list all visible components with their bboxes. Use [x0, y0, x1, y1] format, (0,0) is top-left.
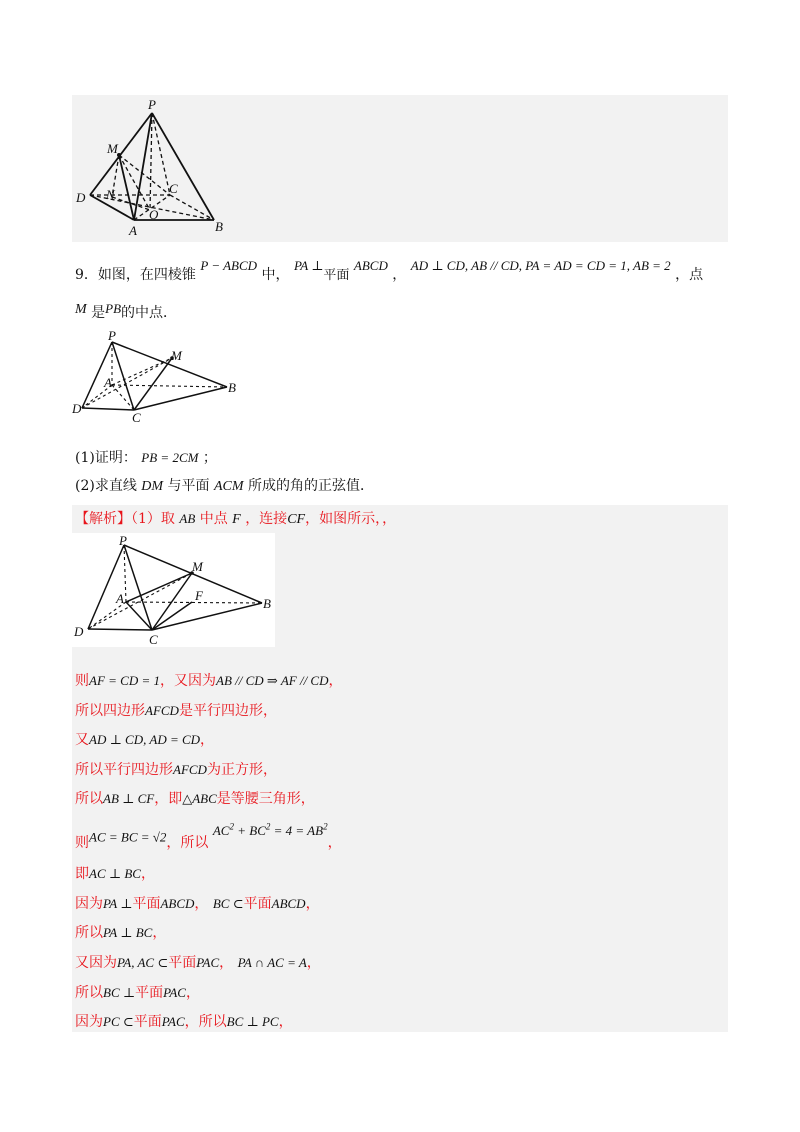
solution-line-8 [75, 893, 320, 915]
sol-l8-a: 因为 [75, 896, 103, 912]
sol-l2-a: 所以四边形 [75, 703, 145, 719]
sol-l5-tri: △ABC [182, 791, 217, 806]
problem-comma: ， [392, 267, 407, 283]
solution-line-10 [75, 952, 321, 974]
sol-l8-abcd: ABCD [160, 896, 195, 911]
solution-line-3 [75, 729, 214, 751]
fig2-label-A: A [104, 375, 112, 390]
sol-l9-expr: PA ⊥ BC [103, 925, 153, 940]
solution-line-11 [75, 982, 200, 1004]
solution-mid: 中点 [199, 511, 228, 527]
fig1-label-P: P [148, 97, 156, 112]
sol-l2-afcd: AFCD [145, 703, 179, 718]
sol-l11-expr: BC ⊥ [103, 985, 136, 1000]
fig1-label-D: D [76, 190, 86, 205]
sol-l12-c: ， [278, 1014, 293, 1030]
sol-l11-a: 所以 [75, 985, 103, 1001]
edge-MO [119, 155, 150, 210]
question-2 [75, 475, 374, 498]
fig3-label-C: C [149, 632, 158, 647]
question-1-suffix: ； [202, 450, 217, 466]
sol-l5-expr: AB ⊥ CF [103, 791, 155, 806]
fig2-label-M: M [171, 348, 182, 363]
fig3-label-B: B [263, 596, 271, 611]
sol-l5-a: 所以 [75, 791, 103, 807]
sol-l6-a: 则 [75, 835, 89, 852]
edge-PB [152, 113, 214, 220]
solution-line-1 [75, 670, 343, 692]
solution-line-9 [75, 922, 166, 944]
sol-l10-c: ， [306, 955, 321, 971]
sol-l6-eq: = 4 = AB [270, 823, 324, 839]
problem-line-2 [75, 302, 177, 325]
sol-l3-b: ， [200, 732, 215, 748]
problem-shi: 是 [91, 305, 106, 321]
problem-m: M [75, 302, 87, 317]
fig1-label-M: M [107, 141, 118, 156]
problem-line-1 [75, 258, 704, 287]
solution-line-12 [75, 1011, 293, 1033]
problem-zhong: 中， [261, 267, 290, 283]
sol-l11-plane: 平面 [135, 985, 164, 1001]
sol-l12-a: 因为 [75, 1014, 103, 1030]
fig3-label-F: F [195, 588, 203, 603]
sol-l7-a: 即 [75, 866, 89, 882]
sol-l8-b: ， [194, 896, 209, 912]
edge-PA [134, 113, 152, 220]
problem-dian: ，点 [675, 267, 704, 283]
sol-l10-expr: PA, AC ⊂ [117, 955, 169, 970]
sol-l6-expr: AC = BC = √2 [89, 829, 167, 845]
sol-l8-abcd2: ABCD [271, 896, 306, 911]
fig3-label-D: D [74, 624, 84, 639]
solution-cf: CF [287, 512, 306, 527]
sol-l6-sq2: 2 [265, 822, 271, 832]
question-2-suffix: 所成的角的正弦值． [248, 478, 374, 494]
sol-l10-a: 又因为 [75, 955, 117, 971]
sol-l5-b: ，即 [154, 791, 183, 807]
solution-as-shown: ，如图所示，， [305, 511, 397, 527]
sol-l10-pac: PAC [196, 955, 220, 970]
solution-line-4 [75, 759, 277, 781]
question-2-prefix: (2)求直线 [75, 478, 137, 494]
question-2-mid: 与平面 [167, 478, 210, 494]
sol-l11-pac: PAC [163, 985, 186, 1000]
sol-l9-b: ， [152, 925, 167, 941]
fig2-label-C: C [132, 410, 141, 422]
fig1-label-C: C [169, 181, 178, 196]
edge-PD [90, 113, 152, 195]
sol-l6-plus: + BC [233, 823, 266, 839]
sol-l6-b: ，所以 [166, 835, 209, 852]
figure-3-pyramid [72, 533, 275, 647]
sol-l1-b: ，又因为 [160, 673, 216, 689]
problem-pa-perp: PA ⊥ [293, 258, 324, 273]
sol-l7-b: ， [140, 866, 155, 882]
fig3-label-P: P [119, 533, 127, 548]
question-1-expr: PB = 2CM [141, 450, 199, 465]
solution-line-7 [75, 863, 155, 885]
fig3-label-M: M [192, 559, 203, 574]
fig1-label-A: A [129, 223, 137, 238]
sol-l12-expr2: BC ⊥ PC [226, 1014, 279, 1029]
question-1-prefix: (1)证明： [75, 450, 137, 466]
sol-l3-a: 又 [75, 732, 89, 748]
fig2-label-P: P [108, 330, 116, 343]
solution-ab: AB [179, 511, 196, 526]
sol-l1-expr: AF = CD = 1 [89, 673, 160, 688]
fig3-label-A: A [116, 591, 124, 606]
sol-l9-a: 所以 [75, 925, 103, 941]
fig1-label-B: B [215, 219, 223, 234]
sol-l4-a: 所以平行四边形 [75, 762, 173, 778]
question-2-dm: DM [141, 479, 164, 494]
sol-l5-c: 是等腰三角形， [216, 791, 315, 807]
sol-l3-expr: AD ⊥ CD, AD = CD [89, 732, 201, 747]
sol-l8-plane2: 平面 [243, 896, 272, 912]
problem-conditions: AD ⊥ CD, AB // CD, PA = AD = CD = 1, AB = 2 [410, 258, 671, 273]
figure-1-pyramid [72, 95, 242, 242]
problem-abcd: ABCD [353, 258, 388, 273]
fig1-label-N: N [106, 187, 115, 202]
sol-l8-expr: PA ⊥ [103, 896, 133, 911]
sol-l10-expr2: PA ∩ AC = A [237, 955, 307, 970]
sol-l8-bc: BC ⊂ [212, 896, 244, 911]
sol-l12-pac: PAC [161, 1014, 185, 1029]
fig2-label-B: B [228, 380, 236, 395]
fig1-label-O: O [149, 207, 159, 222]
solution-connect: ，连接 [245, 511, 288, 527]
sol-l6-eq-group [213, 823, 328, 838]
problem-midpoint: 的中点． [121, 305, 178, 321]
solution-line-2 [75, 700, 277, 722]
sol-l12-plane: 平面 [133, 1014, 162, 1030]
question-2-acm: ACM [213, 479, 244, 494]
sol-l7-expr: AC ⊥ BC [89, 866, 141, 881]
sol-l6-ac: AC [212, 823, 230, 839]
sol-l2-b: 是平行四边形， [178, 703, 277, 719]
question-1 [75, 447, 217, 469]
sol-l4-afcd: AFCD [173, 762, 207, 777]
solution-line-6 [75, 822, 342, 852]
sol-l1-a: 则 [75, 673, 89, 689]
sol-l6-c: ， [327, 835, 342, 852]
fig2-label-D: D [72, 401, 82, 416]
problem-pb: PB [105, 301, 122, 316]
sol-l8-c: ， [305, 896, 320, 912]
sol-l1-expr2: AB // CD ⇒ AF // CD [216, 673, 329, 688]
sol-l10-b: ， [219, 955, 234, 971]
problem-plane: 平面 [323, 268, 350, 283]
sol-l12-b: ，所以 [184, 1014, 227, 1030]
problem-number: 9．如图，在四棱锥 [75, 267, 196, 283]
solution-header-text: 【解析】（1）取 [75, 511, 175, 527]
sol-l10-plane: 平面 [168, 955, 197, 971]
solution-line-5 [75, 788, 315, 810]
sol-l8-plane: 平面 [132, 896, 161, 912]
sol-l6-sq3: 2 [323, 822, 328, 832]
solution-f: F [232, 512, 241, 527]
solution-header [75, 508, 396, 531]
sol-l11-b: ， [185, 985, 200, 1001]
figure-2-pyramid [72, 330, 242, 422]
sol-l1-c: ， [328, 673, 343, 689]
sol-l12-expr: PC ⊂ [103, 1014, 134, 1029]
problem-pyramid: P − ABCD [200, 258, 258, 273]
sol-l4-b: 为正方形， [206, 762, 277, 778]
sol-l6-sq1: 2 [229, 822, 234, 832]
